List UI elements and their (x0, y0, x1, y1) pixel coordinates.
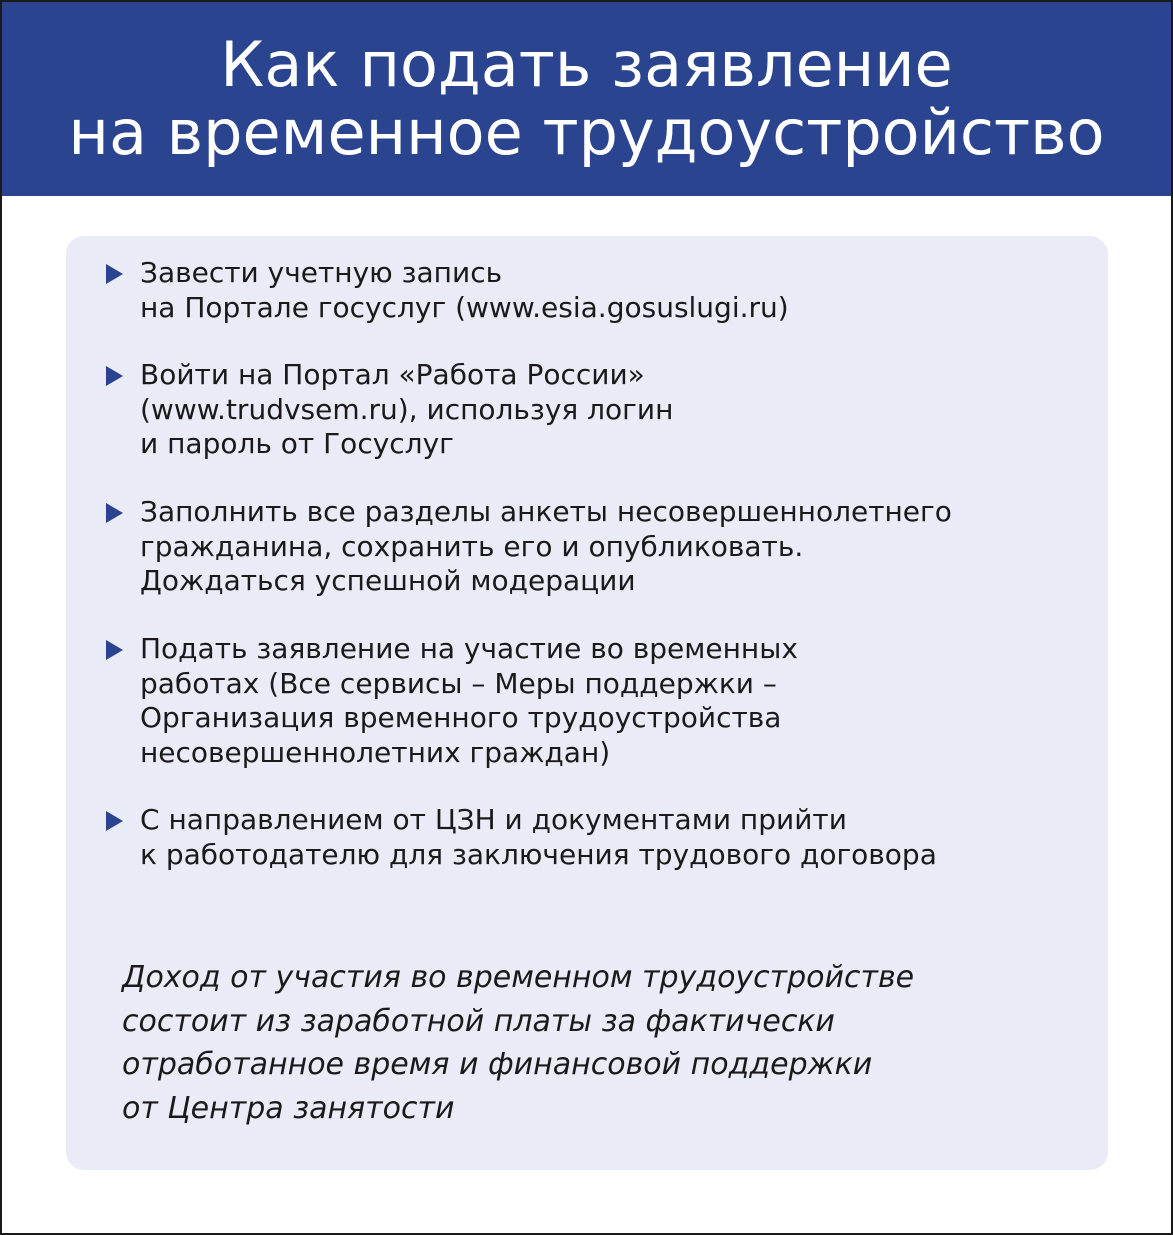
page-title-line-1: Как подать заявление (220, 28, 953, 101)
step-3-text (140, 495, 1090, 599)
step-1-line-2: на Портале госуслуг (www.esia.gosuslugi.ru) (140, 290, 789, 324)
step-5-line-1: С направлением от ЦЗН и документами прийти (140, 803, 847, 836)
triangle-right-icon (106, 811, 123, 831)
step-2-line-3: и пароль от Госуслуг (140, 427, 454, 460)
income-note-line-3: отработанное время и финансовой поддержки (122, 1047, 873, 1082)
triangle-right-icon (106, 264, 123, 284)
step-1-text (140, 256, 1090, 325)
income-note-line-1: Доход от участия во временном трудоустройстве (122, 960, 915, 995)
step-3-line-3: Дождаться успешной модерации (140, 564, 636, 597)
triangle-right-icon (106, 640, 123, 660)
step-3-line-2: гражданина, сохранить его и опубликовать. (140, 529, 804, 563)
step-5-text (140, 803, 1090, 872)
triangle-right-icon (106, 503, 123, 523)
step-1-line-1: Завести учетную запись (140, 256, 503, 289)
step-2-text (140, 358, 1090, 462)
income-note (122, 956, 1082, 1130)
step-2-line-1: Войти на Портал «Работа России» (140, 358, 645, 391)
step-4-line-2: работах (Все сервисы – Меры поддержки – (140, 666, 777, 700)
step-4-line-3: Организация временного трудоустройства (140, 701, 782, 734)
step-4-line-1: Подать заявление на участие во временных (140, 632, 798, 665)
triangle-right-icon (106, 366, 123, 386)
steps-panel (66, 236, 1108, 1170)
income-note-line-4: от Центра занятости (122, 1090, 455, 1126)
step-4-line-4: несовершеннолетних граждан) (140, 735, 611, 769)
step-5-line-2: к работодателю для заключения трудового договора (140, 837, 937, 871)
step-2-line-2: (www.trudvsem.ru), используя логин (140, 392, 674, 426)
income-note-line-2: состоит из заработной платы за фактически (122, 1003, 835, 1039)
step-4-text (140, 632, 1090, 770)
step-3-line-1: Заполнить все разделы анкеты несовершеннолетнего (140, 495, 952, 528)
title-banner (2, 2, 1171, 196)
page-title-line-2: на временное трудоустройство (68, 96, 1105, 169)
